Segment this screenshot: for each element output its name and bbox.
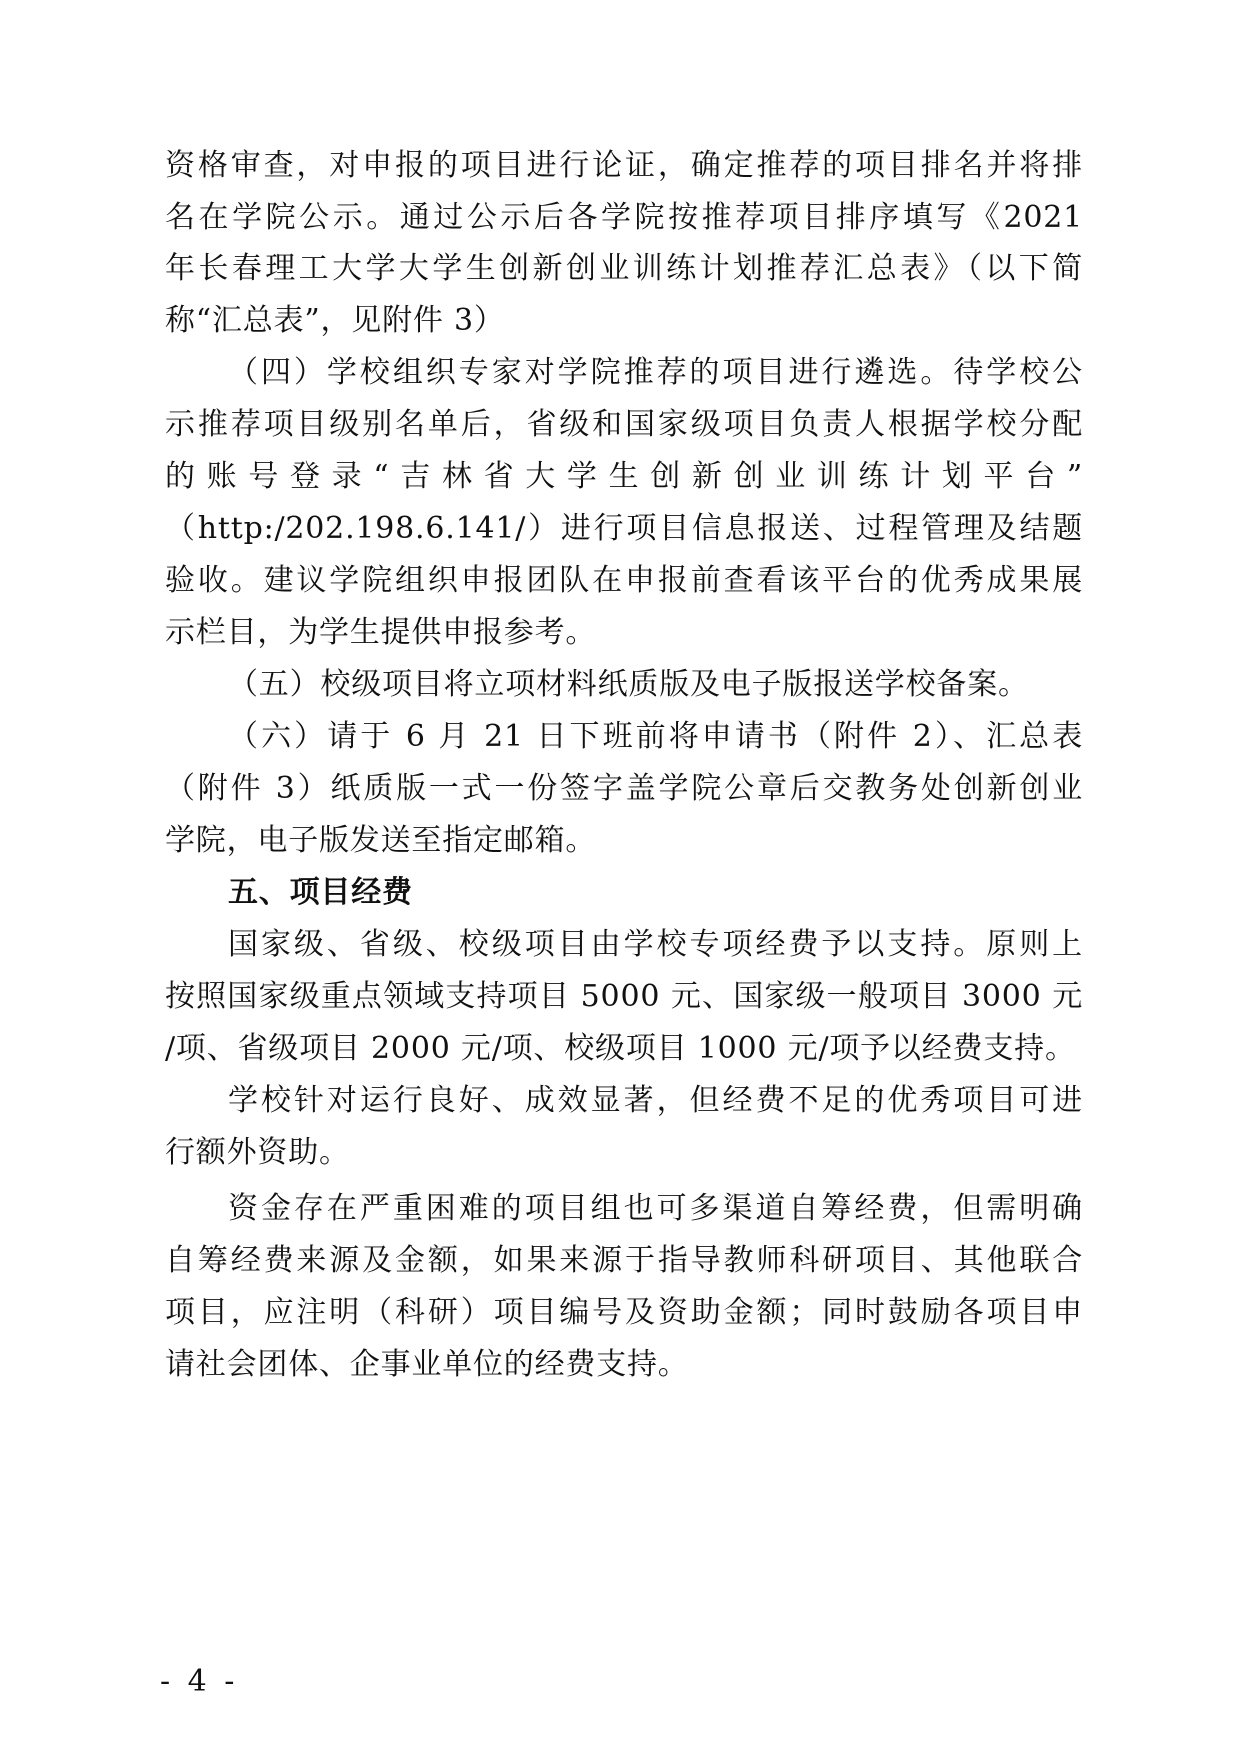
text-line: /项、省级项目 2000 元/项、校级项目 1000 元/项予以经费支持。 bbox=[165, 1031, 1076, 1066]
text-line: 示推荐项目级别名单后，省级和国家级项目负责人根据学校分配 bbox=[165, 407, 1083, 442]
paragraph-six-line: （六）请于 6 月 21 日下班前将申请书（附件 2）、汇总表 bbox=[228, 719, 1083, 754]
text-line: 示栏目，为学生提供申报参考。 bbox=[165, 615, 597, 650]
text-line: 验收。建议学院组织申报团队在申报前查看该平台的优秀成果展 bbox=[165, 563, 1083, 598]
text-line: 项目，应注明（科研）项目编号及资助金额；同时鼓励各项目申 bbox=[165, 1295, 1083, 1330]
text-line: 按照国家级重点领域支持项目 5000 元、国家级一般项目 3000 元 bbox=[165, 979, 1083, 1014]
paragraph-five-line: （五）校级项目将立项材料纸质版及电子版报送学校备案。 bbox=[228, 667, 1029, 702]
paragraph-four-heading-line: （四）学校组织专家对学院推荐的项目进行遴选。待学校公 bbox=[228, 355, 1083, 390]
text-line: 国家级、省级、校级项目由学校专项经费予以支持。原则上 bbox=[228, 927, 1083, 962]
text-line: 年长春理工大学大学生创新创业训练计划推荐汇总表》（以下简 bbox=[165, 251, 1083, 286]
text-line: 学校针对运行良好、成效显著，但经费不足的优秀项目可进 bbox=[228, 1083, 1083, 1118]
text-line: 资金存在严重困难的项目组也可多渠道自筹经费，但需明确 bbox=[228, 1191, 1083, 1226]
text-line: 名在学院公示。通过公示后各学院按推荐项目排序填写《2021 bbox=[165, 200, 1083, 235]
text-line: 的账号登录“吉林省大学生创新创业训练计划平台” bbox=[165, 459, 1083, 494]
text-line: 资格审查，对申报的项目进行论证，确定推荐的项目排名并将排 bbox=[165, 148, 1083, 183]
text-line: 请社会团体、企事业单位的经费支持。 bbox=[165, 1347, 689, 1382]
platform-url-line: （http:/202.198.6.141/）进行项目信息报送、过程管理及结题 bbox=[165, 511, 1083, 546]
text-line: 学院，电子版发送至指定邮箱。 bbox=[165, 823, 597, 858]
text-line: 行额外资助。 bbox=[165, 1135, 350, 1170]
page-number: - 4 - bbox=[160, 1664, 239, 1699]
text-line: （附件 3）纸质版一式一份签字盖学院公章后交教务处创新创业 bbox=[165, 771, 1083, 806]
text-line: 称“汇总表”，见附件 3） bbox=[165, 303, 505, 338]
section-heading-funding: 五、项目经费 bbox=[228, 875, 413, 910]
text-line: 自筹经费来源及金额，如果来源于指导教师科研项目、其他联合 bbox=[165, 1243, 1083, 1278]
